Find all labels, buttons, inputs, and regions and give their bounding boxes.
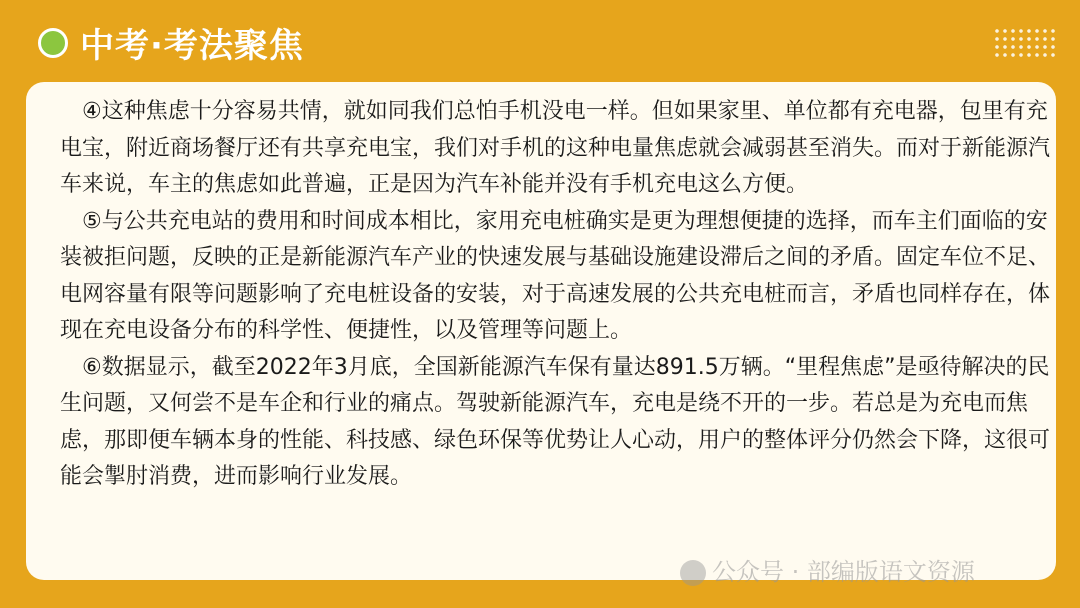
watermark-text: 公众号 · 部编版语文资源: [712, 558, 975, 586]
paragraph-6: ⑥数据显示，截至2022年3月底，全国新能源汽车保有量达891.5万辆。“里程焦虑”是亟待解决的民生问题，又何尝不是车企和行业的痛点。驾驶新能源汽车，充电是绕不开的一步。若总是为充电而焦虑，那即便车辆本身的性能、科技感、绿色环保等优势让人心动，用户的整体评分仍然会下降，这很可能会掣肘消费，进而影响行业发展。: [60, 354, 1051, 489]
paragraph-5: ⑤与公共充电站的费用和时间成本相比，家用充电桩确实是更为理想便捷的选择，而车主们面临的安装被拒问题，反映的正是新能源汽车产业的快速发展与基础设施建设滞后之间的矛盾。固定车位不足、电网容量有限等问题影响了充电桩设备的安装，对于高速发展的公共充电桩而言，矛盾也同样存在，体现在充电设备分布的科学性、便捷性，以及管理等问题上。: [60, 208, 1051, 343]
watermark: [680, 552, 975, 587]
article-body: [60, 94, 1050, 496]
section-title: 中考·考法聚焦: [80, 26, 304, 66]
paragraph-4: ④这种焦虑十分容易共情，就如同我们总怕手机没电一样。但如果家里、单位都有充电器，包里有充电宝，附近商场餐厅还有共享充电宝，我们对手机的这种电量焦虑就会减弱甚至消失。而对于新能源汽车来说，车主的焦虑如此普遍，正是因为汽车补能并没有手机充电这么方便。: [60, 99, 1051, 197]
header: [0, 0, 1080, 80]
dots-grid-icon: [993, 27, 1057, 61]
wechat-logo-icon: [680, 560, 706, 586]
green-dot-icon: [38, 28, 68, 58]
